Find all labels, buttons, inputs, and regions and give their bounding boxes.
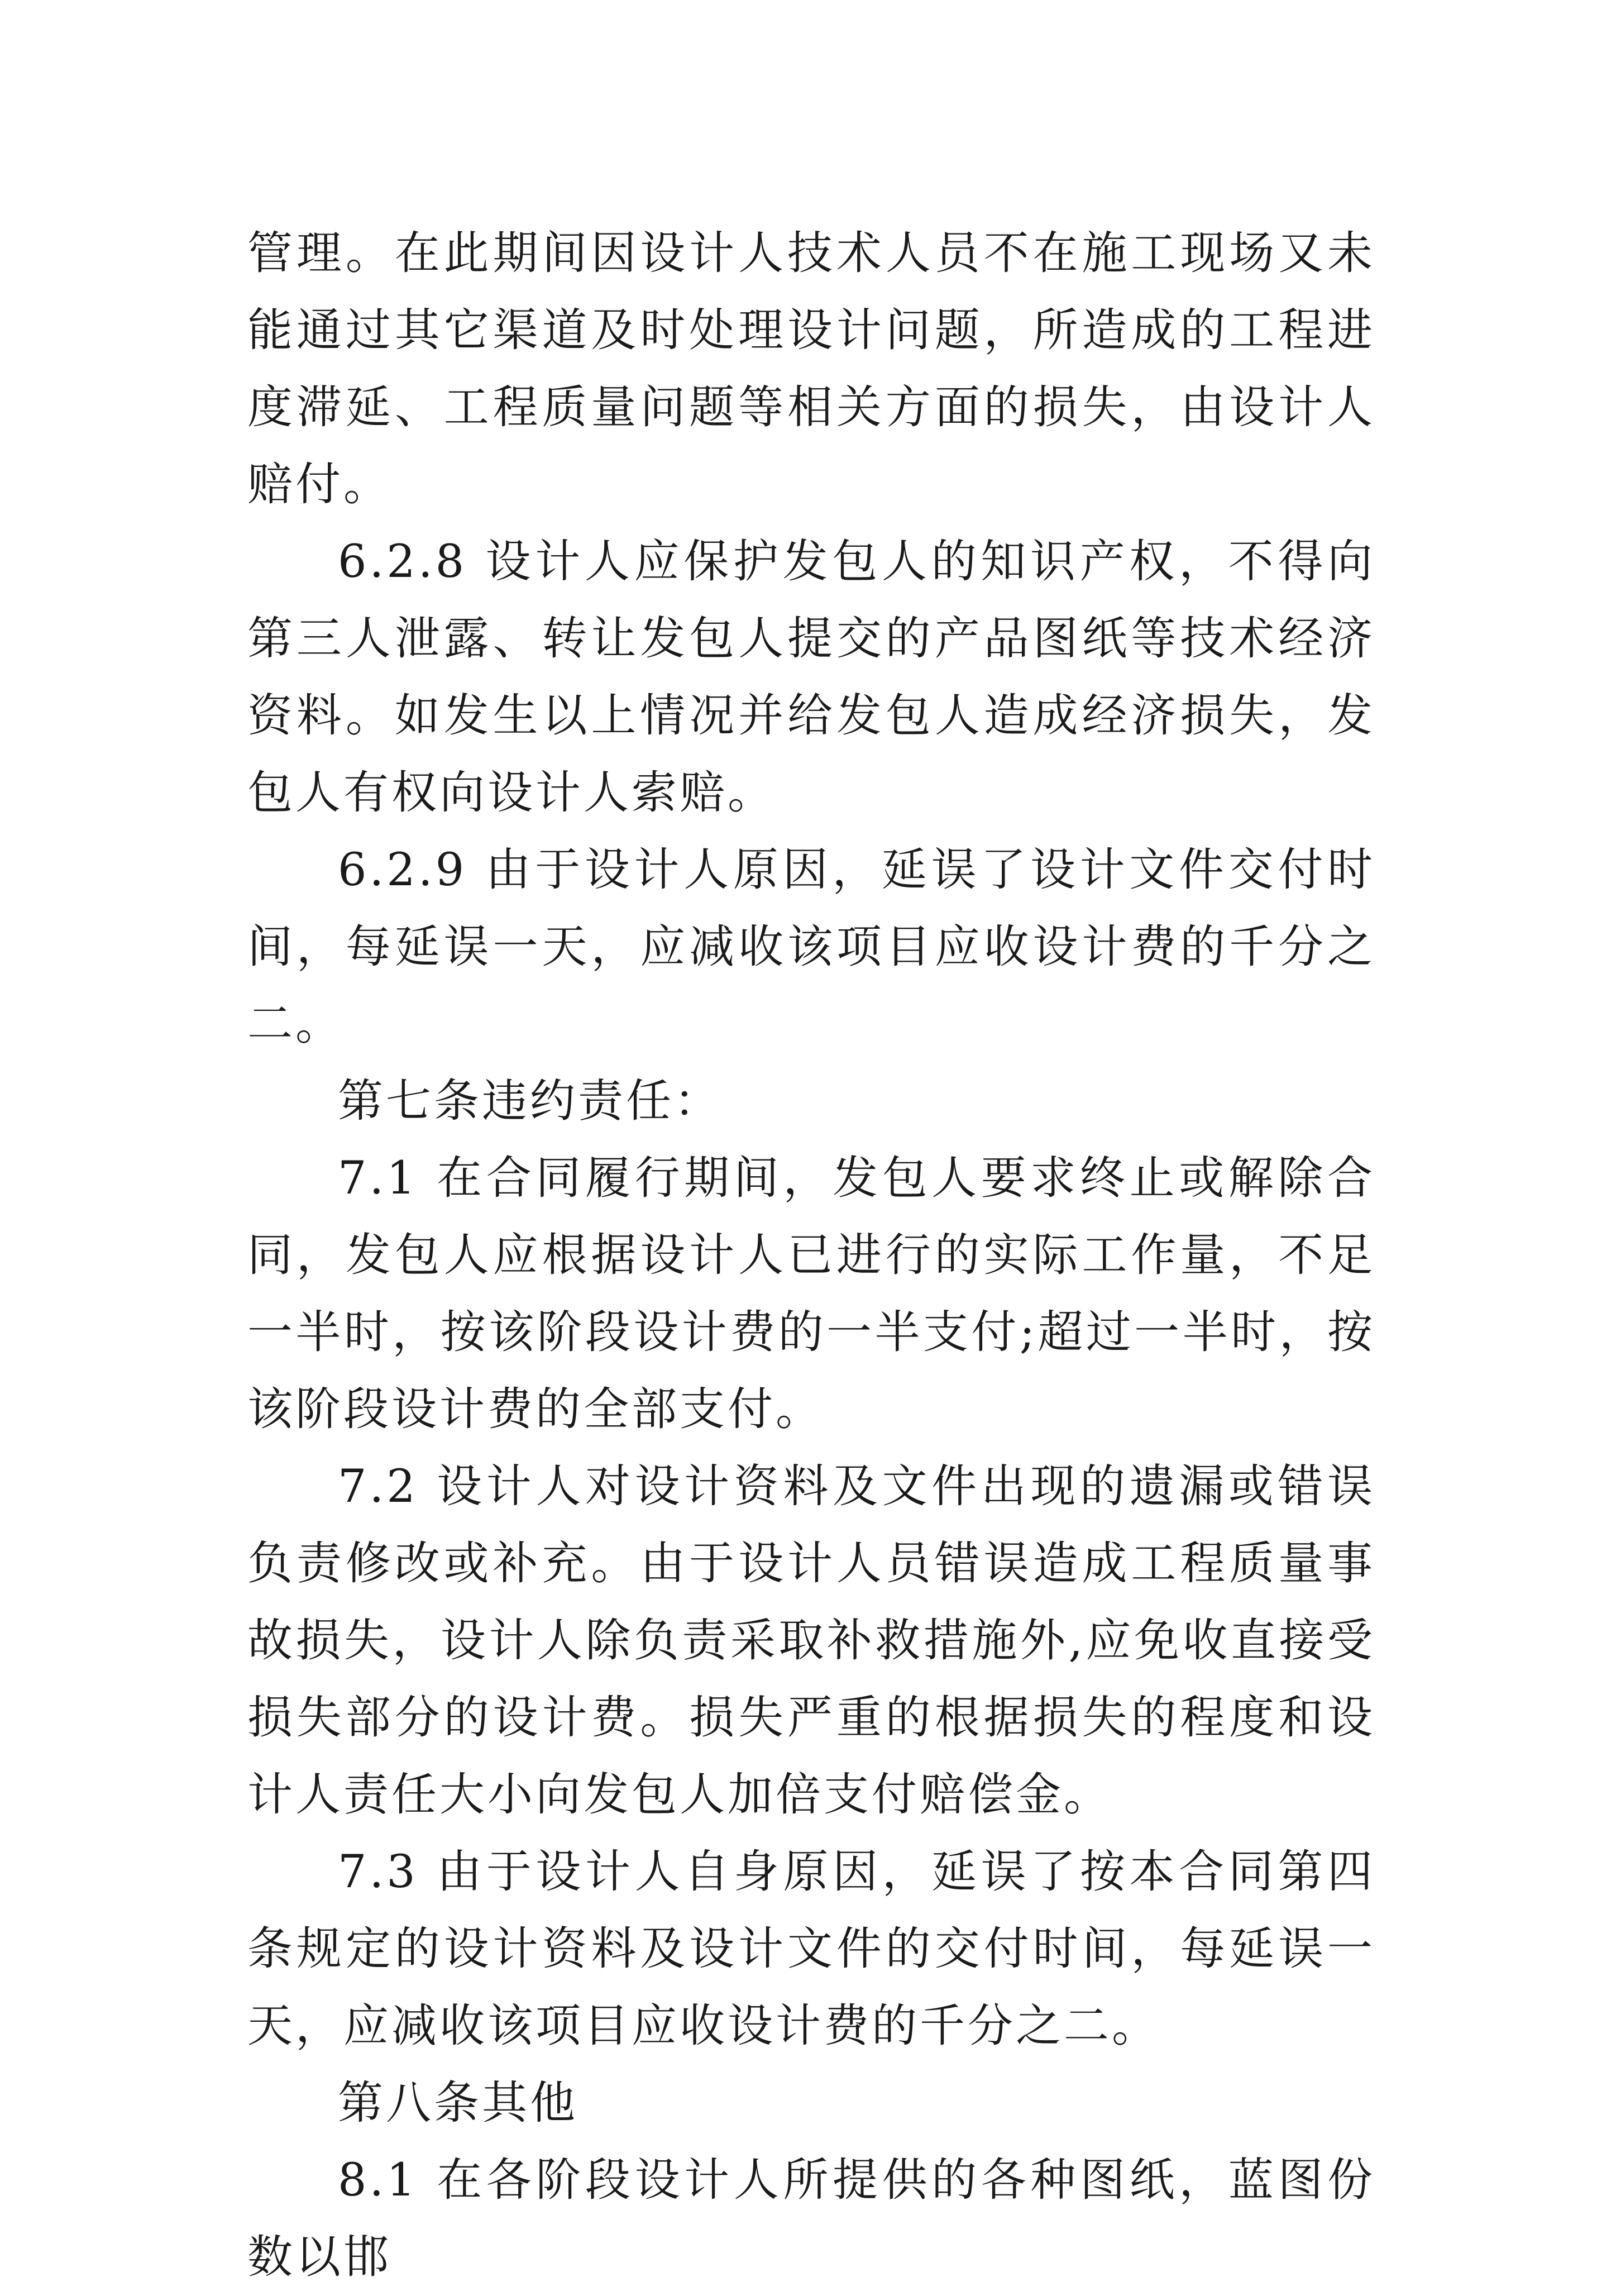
- paragraph: 管理。在此期间因设计人技术人员不在施工现场又未能通过其它渠道及时处理设计问题，所造成的工程进度滞延、工程质量问题等相关方面的损失，由设计人赔付。: [247, 227, 1375, 511]
- clause-8-1: 8.1 在各阶段设计人所提供的各种图纸，蓝图份数以邯: [247, 2154, 1375, 2284]
- document-body: [247, 215, 1375, 2296]
- clause-7-1: 7.1 在合同履行期间，发包人要求终止或解除合同，发包人应根据设计人已进行的实际工作量，不足一半时，按该阶段设计费的一半支付;超过一半时，按该阶段设计费的全部支付。: [247, 1152, 1375, 1436]
- section-heading-article-7: 第七条违约责任：: [338, 1075, 723, 1128]
- clause-6-2-9: 6.2.9 由于设计人原因，延误了设计文件交付时间，每延误一天，应减收该项目应收设计费的千分之二。: [247, 844, 1375, 1051]
- clause-6-2-8: 6.2.8 设计人应保护发包人的知识产权，不得向第三人泄露、转让发包人提交的产品图纸等技术经济资料。如发生以上情况并给发包人造成经济损失，发包人有权向设计人索赔。: [247, 536, 1375, 819]
- clause-7-3: 7.3 由于设计人自身原因，延误了按本合同第四条规定的设计资料及设计文件的交付时间，每延误一天，应减收该项目应收设计费的千分之二。: [247, 1846, 1375, 2052]
- clause-7-2: 7.2 设计人对设计资料及文件出现的遗漏或错误负责修改或补充。由于设计人员错误造成工程质量事故损失，设计人除负责采取补救措施外,应免收直接受损失部分的设计费。损失严重的根据损失的程度和设计人责任大小向发包人加倍支付赔偿金。: [247, 1460, 1375, 1821]
- section-heading-article-8: 第八条其他: [338, 2077, 578, 2130]
